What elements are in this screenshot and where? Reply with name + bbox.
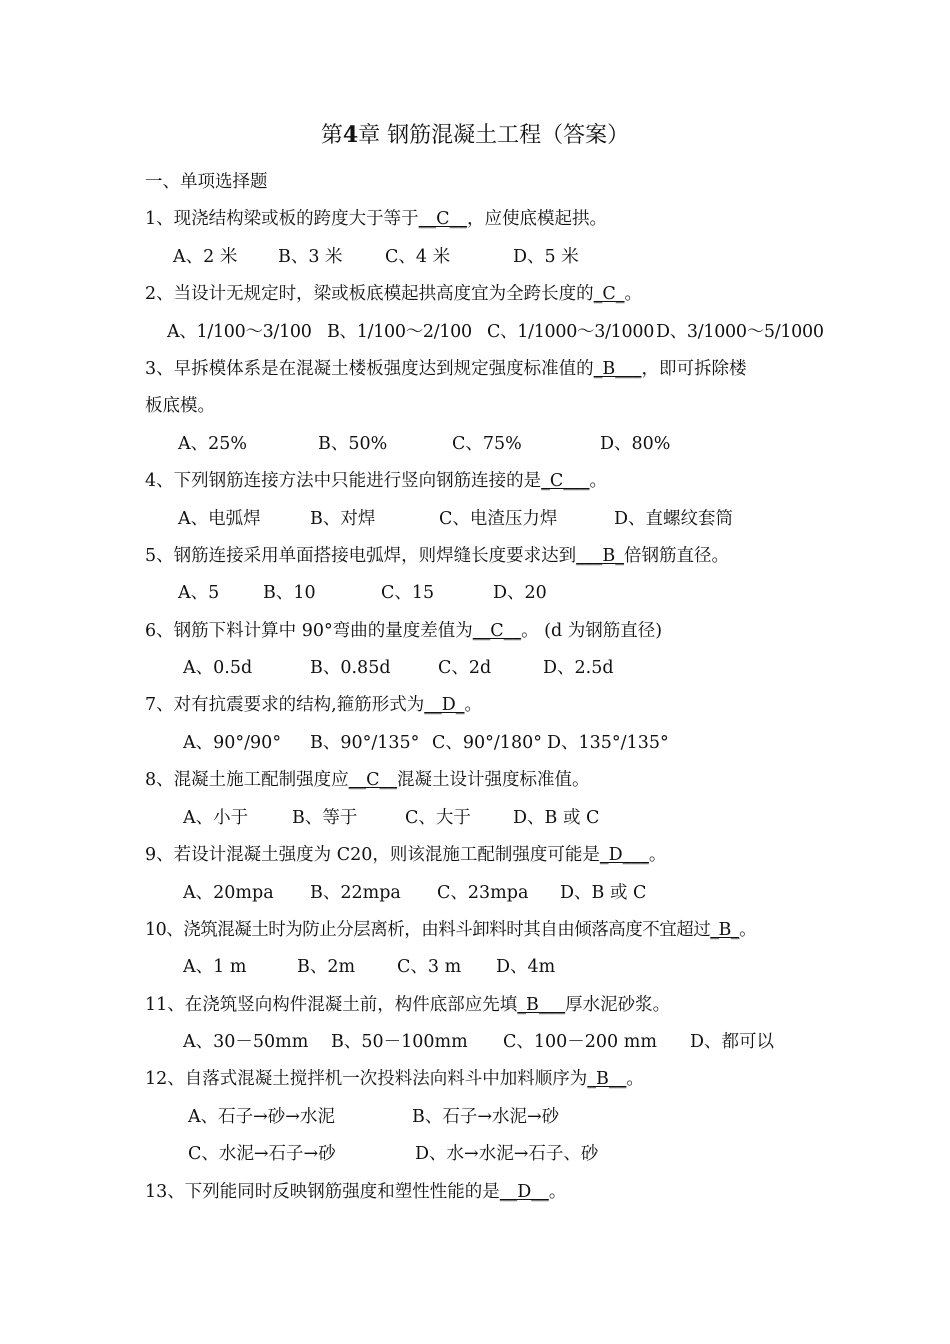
answer-blank: _B___ — [593, 359, 642, 379]
answer-blank: _B_ — [710, 920, 740, 940]
title-chapter-number: 4 — [342, 122, 359, 148]
option-b: B、50% — [318, 434, 388, 454]
title-prefix: 第 — [320, 123, 343, 148]
option-d: D、5 米 — [513, 247, 579, 267]
option-d: D、20 — [493, 583, 547, 603]
question-1: 1、现浇结构梁或板的跨度大于等于__C__，应使底模起拱。 — [145, 209, 608, 229]
option-d: D、B 或 C — [513, 808, 600, 828]
answer-blank: __D_ — [424, 695, 465, 715]
question-11: 11、在浇筑竖向构件混凝土前，构件底部应先填_B___厚水泥砂浆。 — [145, 995, 671, 1015]
option-d: D、135°/135° — [547, 733, 669, 753]
option-b: B、22mpa — [310, 883, 401, 903]
option-d: D、水→水泥→石子、砂 — [415, 1144, 599, 1164]
answer-blank: __C__ — [472, 621, 522, 641]
option-c: C、1/1000～3/1000 — [487, 322, 655, 342]
option-a: A、1 m — [183, 957, 247, 977]
question-7: 7、对有抗震要求的结构,箍筋形式为__D_。 — [145, 695, 482, 715]
question-9: 9、若设计混凝土强度为 C20，则该混施工配制强度可能是_D___。 — [145, 845, 667, 865]
answer-blank: _C_ — [593, 284, 625, 304]
option-c: C、3 m — [397, 957, 462, 977]
option-a: A、1/100～3/100 — [167, 322, 312, 342]
question-10: 10、浇筑混凝土时为防止分层离析，由料斗卸料时其自由倾落高度不宜超过_B_。 — [145, 920, 757, 940]
option-d: D、B 或 C — [560, 883, 647, 903]
question-3-continued: 板底模。 — [145, 396, 215, 416]
question-8: 8、混凝土施工配制强度应__C__混凝土设计强度标准值。 — [145, 770, 590, 790]
option-a: A、石子→砂→水泥 — [188, 1107, 335, 1127]
option-b: B、50－100mm — [331, 1032, 468, 1052]
option-c: C、水泥→石子→砂 — [188, 1144, 336, 1164]
question-6: 6、钢筋下料计算中 90°弯曲的量度差值为__C__。 (d 为钢筋直径) — [145, 621, 663, 641]
option-c: C、2d — [438, 658, 492, 678]
option-c: C、电渣压力焊 — [439, 509, 558, 529]
option-d: D、直螺纹套筒 — [614, 509, 734, 529]
option-a: A、小于 — [183, 808, 249, 828]
option-d: D、3/1000～5/1000 — [656, 322, 824, 342]
option-a: A、20mpa — [183, 883, 274, 903]
option-d: D、都可以 — [690, 1032, 775, 1052]
answer-blank: ___B_ — [576, 546, 625, 566]
option-d: D、4m — [496, 957, 556, 977]
option-c: C、4 米 — [385, 247, 451, 267]
option-c: C、23mpa — [437, 883, 529, 903]
answer-blank: _D___ — [599, 845, 649, 865]
answer-blank: _C___ — [541, 471, 590, 491]
question-13: 13、下列能同时反映钢筋强度和塑性性能的是__D__。 — [145, 1182, 567, 1202]
option-a: A、25% — [178, 434, 248, 454]
option-d: D、2.5d — [543, 658, 614, 678]
option-b: B、1/100～2/100 — [327, 322, 472, 342]
option-a: A、30－50mm — [183, 1032, 309, 1052]
option-a: A、电弧焊 — [178, 509, 261, 529]
option-a: A、5 — [178, 583, 220, 603]
section-heading: 一、单项选择题 — [145, 172, 268, 192]
option-b: B、0.85d — [310, 658, 391, 678]
question-4: 4、下列钢筋连接方法中只能进行竖向钢筋连接的是_C___。 — [145, 471, 608, 491]
option-b: B、3 米 — [278, 247, 343, 267]
option-c: C、15 — [381, 583, 435, 603]
answer-blank: __C__ — [418, 209, 468, 229]
question-2: 2、当设计无规定时，梁或板底模起拱高度宜为全跨长度的_C_。 — [145, 284, 643, 304]
option-c: C、75% — [452, 434, 522, 454]
option-b: B、石子→水泥→砂 — [412, 1107, 560, 1127]
answer-blank: __D__ — [499, 1182, 549, 1202]
option-b: B、等于 — [292, 808, 358, 828]
option-d: D、80% — [600, 434, 671, 454]
answer-blank: _B___ — [517, 995, 566, 1015]
option-a: A、90°/90° — [183, 733, 282, 753]
option-c: C、90°/180° — [432, 733, 542, 753]
question-12: 12、自落式混凝土搅拌机一次投料法向料斗中加料顺序为_B__。 — [145, 1069, 644, 1089]
option-c: C、100－200 mm — [503, 1032, 657, 1052]
question-5: 5、钢筋连接采用单面搭接电弧焊，则焊缝长度要求达到___B_倍钢筋直径。 — [145, 546, 730, 566]
answer-blank: _B__ — [587, 1069, 627, 1089]
option-a: A、2 米 — [173, 247, 238, 267]
title-text: 章 钢筋混凝土工程（答案） — [358, 123, 630, 148]
option-a: A、0.5d — [183, 658, 253, 678]
option-c: C、大于 — [405, 808, 471, 828]
question-3: 3、早拆模体系是在混凝土楼板强度达到规定强度标准值的_B___，即可拆除楼 — [145, 359, 747, 379]
option-b: B、2m — [297, 957, 356, 977]
page-title — [0, 120, 950, 151]
answer-blank: __C__ — [348, 770, 398, 790]
option-b: B、90°/135° — [310, 733, 420, 753]
option-b: B、对焊 — [310, 509, 376, 529]
option-b: B、10 — [263, 583, 316, 603]
